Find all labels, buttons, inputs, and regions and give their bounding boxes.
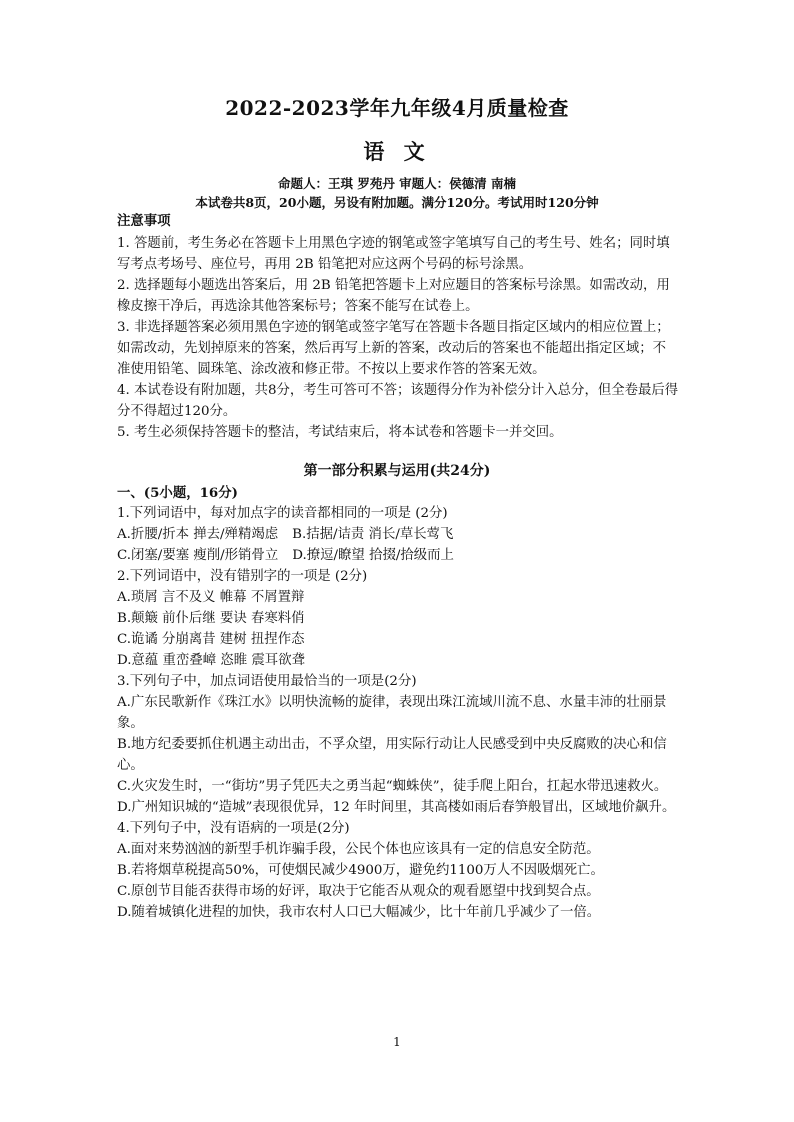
question-1-option-a: A.折腰/折本 掸去/殚精竭虑 [117,527,279,542]
notes-list [117,233,679,443]
question-4-option-c: C.原创节目能否获得市场的好评，取决于它能否从观众的观看愿望中找到契合点。 [117,884,600,899]
question-1-options-row-2 [117,545,679,566]
question-3-option-a: A.广东民歌新作《珠江水》以明快流畅的旋律，表现出珠江流域川流不息、水量丰沛的壮丽景象。 [117,695,667,731]
question-4-stem: 4.下列句子中，没有语病的一项是(2分) [117,821,350,836]
question-1-stem: 1.下列词语中，每对加点字的读音都相同的一项是 (2分) [117,506,448,521]
question-3-option-d: D.广州知识城的“造城”表现很优异，12 年时间里，其高楼如雨后春笋般冒出，区域地价飙升。 [117,800,676,815]
question-2-option-a: A.琐屑 言不及义 帷幕 不屑置辩 [117,590,305,605]
question-1-options-row-1 [117,524,679,545]
authors-line: 命题人：王琪 罗苑丹 审题人：侯德清 南楠 [277,176,517,191]
note-item: 4. 本试卷设有附加题，共8分，考生可答可不答；该题得分作为补偿分计入总分，但全卷最后得分不得超过120分。 [117,383,679,419]
questions-block [117,503,679,923]
exam-title: 2022-2023学年九年级4月质量检查 [225,96,569,120]
page-number: 1 [393,1035,401,1049]
question-4-option-a: A.面对来势汹汹的新型手机诈骗手段，公民个体也应该具有一定的信息安全防范。 [117,842,600,857]
question-1-option-c: C.闭塞/要塞 瘦削/形销骨立 [117,548,279,563]
question-2-option-d: D.意蕴 重峦叠嶂 恣睢 震耳欲聋 [117,653,305,668]
question-4-option-d: D.随着城镇化进程的加快，我市农村人口已大幅减少，比十年前几乎减少了一倍。 [117,905,601,920]
note-item: 3. 非选择题答案必须用黑色字迹的钢笔或签字笔写在答题卡各题目指定区域内的相应位置上；如需改动，先划掉原来的答案，然后再写上新的答案，改动后的答案也不能超出指定区域；不准使用铅笔、圆珠笔、涂改液和修正带。不按以上要求作答的答案无效。 [117,320,670,377]
part-one-title: 第一部分积累与运用(共24分) [303,463,491,479]
question-1-option-b: B.拮据/诘责 消长/草长莺飞 [292,527,454,542]
question-2-stem: 2.下列词语中，没有错别字的一项是 (2分) [117,569,368,584]
note-item: 2. 选择题每小题选出答案后，用 2B 铅笔把答题卡上对应题目的答案标号涂黑。如需改动，用橡皮擦干净后，再选涂其他答案标号；答案不能写在试卷上。 [117,278,670,314]
notes-heading: 注意事项 [117,213,171,229]
question-group-heading: 一、(5小题，16分) [117,485,238,501]
question-3-stem: 3.下列句子中，加点词语使用最恰当的一项是(2分) [117,674,417,689]
question-4-option-b: B.若将烟草税提高50%，可使烟民减少4900万，避免约1100万人不因吸烟死亡。 [117,863,604,878]
subject-title: 语 文 [363,139,431,164]
question-2-option-b: B.颠簸 前仆后继 要诀 春寒料俏 [117,611,305,626]
question-2-option-c: C.诡谲 分崩离昔 建树 扭捏作态 [117,632,305,647]
question-3-option-b: B.地方纪委要抓住机遇主动出击，不孚众望，用实际行动让人民感受到中央反腐败的决心和信心。 [117,737,667,773]
question-1-option-d: D.撩逗/瞭望 拾掇/拾级而上 [292,548,454,563]
question-3-option-c: C.火灾发生时，一“街坊”男子凭匹夫之勇当起“蜘蛛侠”，徒手爬上阳台，扛起水带迅速救火。 [117,779,668,794]
note-item: 1. 答题前，考生务必在答题卡上用黑色字迹的钢笔或签字笔填写自己的考生号、姓名；同时填写考点考场号、座位号，再用 2B 铅笔把对应这两个号码的标号涂黑。 [117,236,670,272]
note-item: 5. 考生必须保持答题卡的整洁，考试结束后，将本试卷和答题卡一并交回。 [117,425,563,440]
exam-info-line: 本试卷共8页，20小题，另设有附加题。满分120分。考试用时120分钟 [195,195,599,210]
